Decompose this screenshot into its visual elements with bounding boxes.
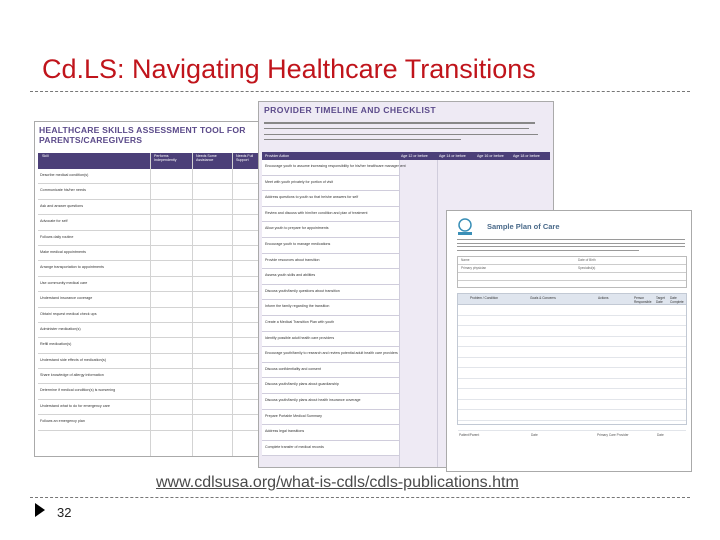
bottom-divider [30, 497, 690, 498]
table-row: Obtain/ request medical check ups [38, 308, 263, 323]
assessment-col-full: Needs Full Support [236, 154, 254, 162]
signature-fields: Patient/Parent Date Primary Care Provider Date [459, 433, 664, 437]
plan-of-care-document [446, 210, 692, 472]
column-divider [232, 153, 233, 456]
assessment-col-skill: Skill [42, 154, 49, 158]
table-row: Understand insurance coverage [38, 292, 263, 307]
table-row: Encourage youth to assume increasing responsibility for his/her healthcare management [262, 160, 399, 176]
table-row: Encourage youth to manage medications [262, 238, 399, 254]
plan-table-header: Problem / Condition Goals & Concerns Actions Person Responsible Target Date Date Complete [458, 294, 686, 305]
table-row: Prepare Portable Medical Summary [262, 410, 399, 426]
cdls-publications-link[interactable]: www.cdlsusa.org/what-is-cdls/cdls-publications.htm [156, 474, 519, 491]
timeline-rows [262, 160, 406, 456]
table-row: Advocate for self [38, 215, 263, 230]
table-row: Describe medical condition(s) [38, 169, 263, 184]
table-row: Assess youth skills and abilities [262, 269, 399, 285]
table-row: Follows daily routine [38, 231, 263, 246]
column-divider [192, 153, 193, 456]
table-row: Understand what to do for emergency care [38, 400, 263, 415]
slide-number: 32 [57, 505, 72, 520]
assessment-col-independent: Performs Independently [154, 154, 177, 162]
table-row: Provide resources about transition [262, 254, 399, 270]
patient-info-form: Name Date of Birth Primary physician Specialist(s) [457, 256, 687, 288]
column-divider [437, 160, 438, 467]
plan-of-care-table [457, 293, 687, 425]
plan-of-care-heading: Sample Plan of Care [487, 222, 560, 231]
table-row: Address legal transitions [262, 425, 399, 441]
column-divider [150, 153, 151, 456]
table-row: Ask and answer questions [38, 200, 263, 215]
table-row: Refill medication(s) [38, 338, 263, 353]
table-row: Make medical appointments [38, 246, 263, 261]
table-row: Determine if medical condition(s) is worsening [38, 384, 263, 399]
table-row: Review and discuss with him/her condition and plan of treatment [262, 207, 399, 223]
timeline-col-age16: Age 16 or before [477, 154, 504, 158]
provider-timeline-title: PROVIDER TIMELINE AND CHECKLIST [264, 105, 437, 115]
table-row: Communicate his/her needs [38, 184, 263, 199]
table-row: Discuss youth/family plans about health insurance coverage [262, 394, 399, 410]
table-row: Discuss youth/family plans about guardianship [262, 378, 399, 394]
assessment-tool-title: HEALTHCARE SKILLS ASSESSMENT TOOL FOR PARENTS/CAREGIVERS [39, 125, 246, 145]
timeline-col-age12: Age 12 or before [401, 154, 428, 158]
timeline-table-header [262, 152, 550, 160]
slide-title: Cd.LS: Navigating Healthcare Transitions [42, 54, 536, 84]
plan-of-care-instructions [457, 237, 685, 253]
table-row: Discuss youth/family questions about transition [262, 285, 399, 301]
table-row: Allow youth to prepare for appointments [262, 222, 399, 238]
table-row: Follows an emergency plan [38, 415, 263, 430]
table-row: Use community medical care [38, 277, 263, 292]
table-row: Arrange transportation to appointments [38, 261, 263, 276]
table-row: Encourage youth/family to research and review potential adult health care providers [262, 347, 399, 363]
timeline-col-age18: Age 18 or before [513, 154, 540, 158]
table-row: Share knowledge of allergy information [38, 369, 263, 384]
provider-timeline-intro-text [264, 118, 546, 150]
table-row: Understand side effects of medication(s) [38, 354, 263, 369]
top-divider [30, 91, 690, 92]
timeline-col-age14: Age 14 or before [439, 154, 466, 158]
assessment-tool-document [34, 121, 264, 457]
table-row: Identify possible adult health care providers [262, 332, 399, 348]
column-divider [399, 160, 400, 467]
timeline-col-action: Provider Action [265, 154, 290, 158]
table-row: Complete transfer of medical records [262, 441, 399, 457]
assessment-col-some: Needs Some Assistance [196, 154, 217, 162]
table-row: Meet with youth privately for portion of visit [262, 176, 399, 192]
table-row: Administer medication(s) [38, 323, 263, 338]
slide-bullet-icon [35, 503, 45, 517]
cdls-foundation-logo-icon [455, 217, 475, 237]
table-row: Address questions to youth so that he/she answers for self [262, 191, 399, 207]
table-row: Create a Medical Transition Plan with youth [262, 316, 399, 332]
table-row: Inform the family regarding the transition [262, 300, 399, 316]
table-row: Discuss confidentiality and consent [262, 363, 399, 379]
